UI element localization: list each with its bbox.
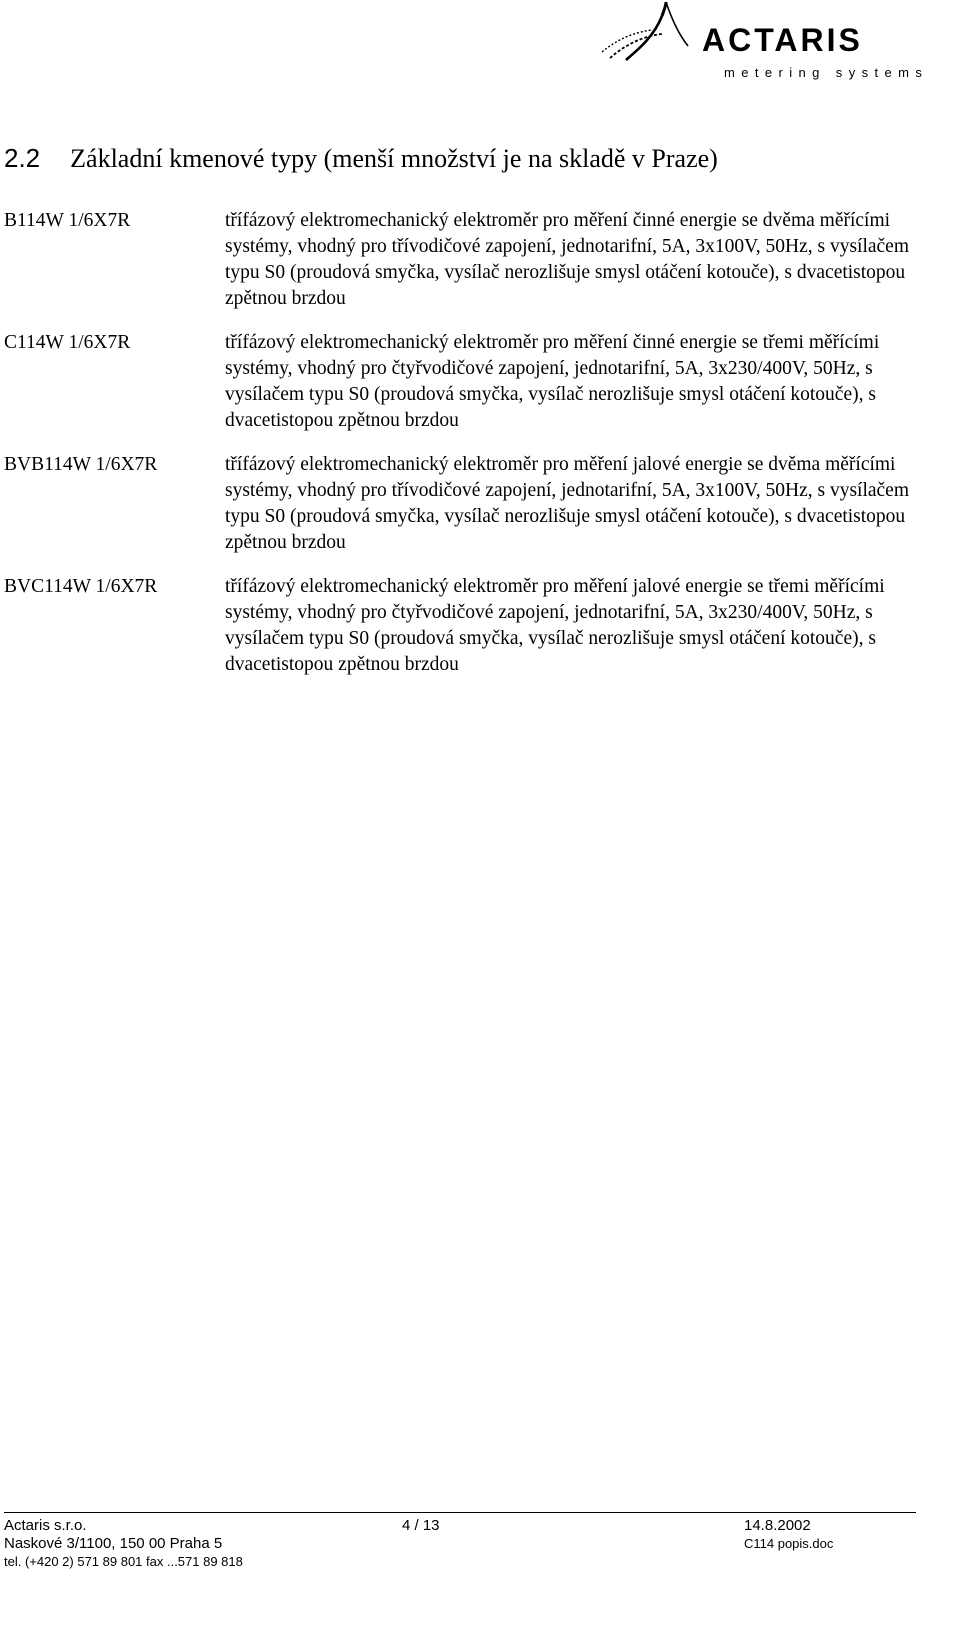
- actaris-logo: [620, 0, 960, 90]
- item-code: BVC114W 1/6X7R: [4, 576, 158, 597]
- item-description: třífázový elektromechanický elektroměr pro měření činné energie se třemi měřícími systémy, vhodný pro čtyřvodičové zapojení, jednotarifní, 5A, 3x230/400V, 50Hz, s vysílačem typu S0 (proudová smyčka, vysílač nerozlišuje smysl otáčení kotouče), s dvacetistopou zpětnou brzdou: [225, 332, 880, 431]
- item-code: C114W 1/6X7R: [4, 332, 131, 353]
- section-heading: [4, 142, 718, 175]
- footer-filename: C114 popis.doc: [744, 1536, 834, 1551]
- section-title-note: (menší množství je na skladě v Praze): [323, 144, 718, 173]
- logo-swoosh-icon: [596, 0, 716, 70]
- footer-company: Actaris s.r.o.: [4, 1517, 87, 1534]
- section-title-main: Základní kmenové typy: [70, 144, 318, 173]
- item-code: B114W 1/6X7R: [4, 210, 131, 231]
- footer-phone: tel. (+420 2) 571 89 801 fax ...571 89 818: [4, 1554, 243, 1569]
- logo-wordmark: ACTARIS: [702, 22, 863, 58]
- list-item: [4, 330, 954, 434]
- product-type-list: [4, 208, 954, 696]
- list-item: [4, 574, 954, 678]
- footer-address: Naskové 3/1100, 150 00 Praha 5: [4, 1535, 223, 1552]
- list-item: [4, 452, 954, 556]
- footer-date: 14.8.2002: [744, 1517, 811, 1534]
- logo-tagline: metering systems: [724, 65, 929, 80]
- item-description: třífázový elektromechanický elektroměr pro měření jalové energie se třemi měřícími systémy, vhodný pro čtyřvodičové zapojení, jednotarifní, 5A, 3x230/400V, 50Hz, s vysílačem typu S0 (proudová smyčka, vysílač nerozlišuje smysl otáčení kotouče), s dvacetistopou zpětnou brzdou: [225, 576, 885, 675]
- item-description: třífázový elektromechanický elektroměr pro měření jalové energie se dvěma měřícími systémy, vhodný pro třívodičové zapojení, jednotarifní, 5A, 3x100V, 50Hz, s vysílačem typu S0 (proudová smyčka, vysílač nerozlišuje smysl otáčení kotouče), s dvacetistopou zpětnou brzdou: [225, 454, 910, 553]
- section-number: 2.2: [4, 143, 41, 173]
- page-footer: [4, 1512, 916, 1571]
- item-code: BVB114W 1/6X7R: [4, 454, 158, 475]
- list-item: [4, 208, 954, 312]
- footer-page-number: 4 / 13: [402, 1517, 440, 1534]
- item-description: třífázový elektromechanický elektroměr pro měření činné energie se dvěma měřícími systémy, vhodný pro třívodičové zapojení, jednotarifní, 5A, 3x100V, 50Hz, s vysílačem typu S0 (proudová smyčka, vysílač nerozlišuje smysl otáčení kotouče), s dvacetistopou zpětnou brzdou: [225, 210, 910, 309]
